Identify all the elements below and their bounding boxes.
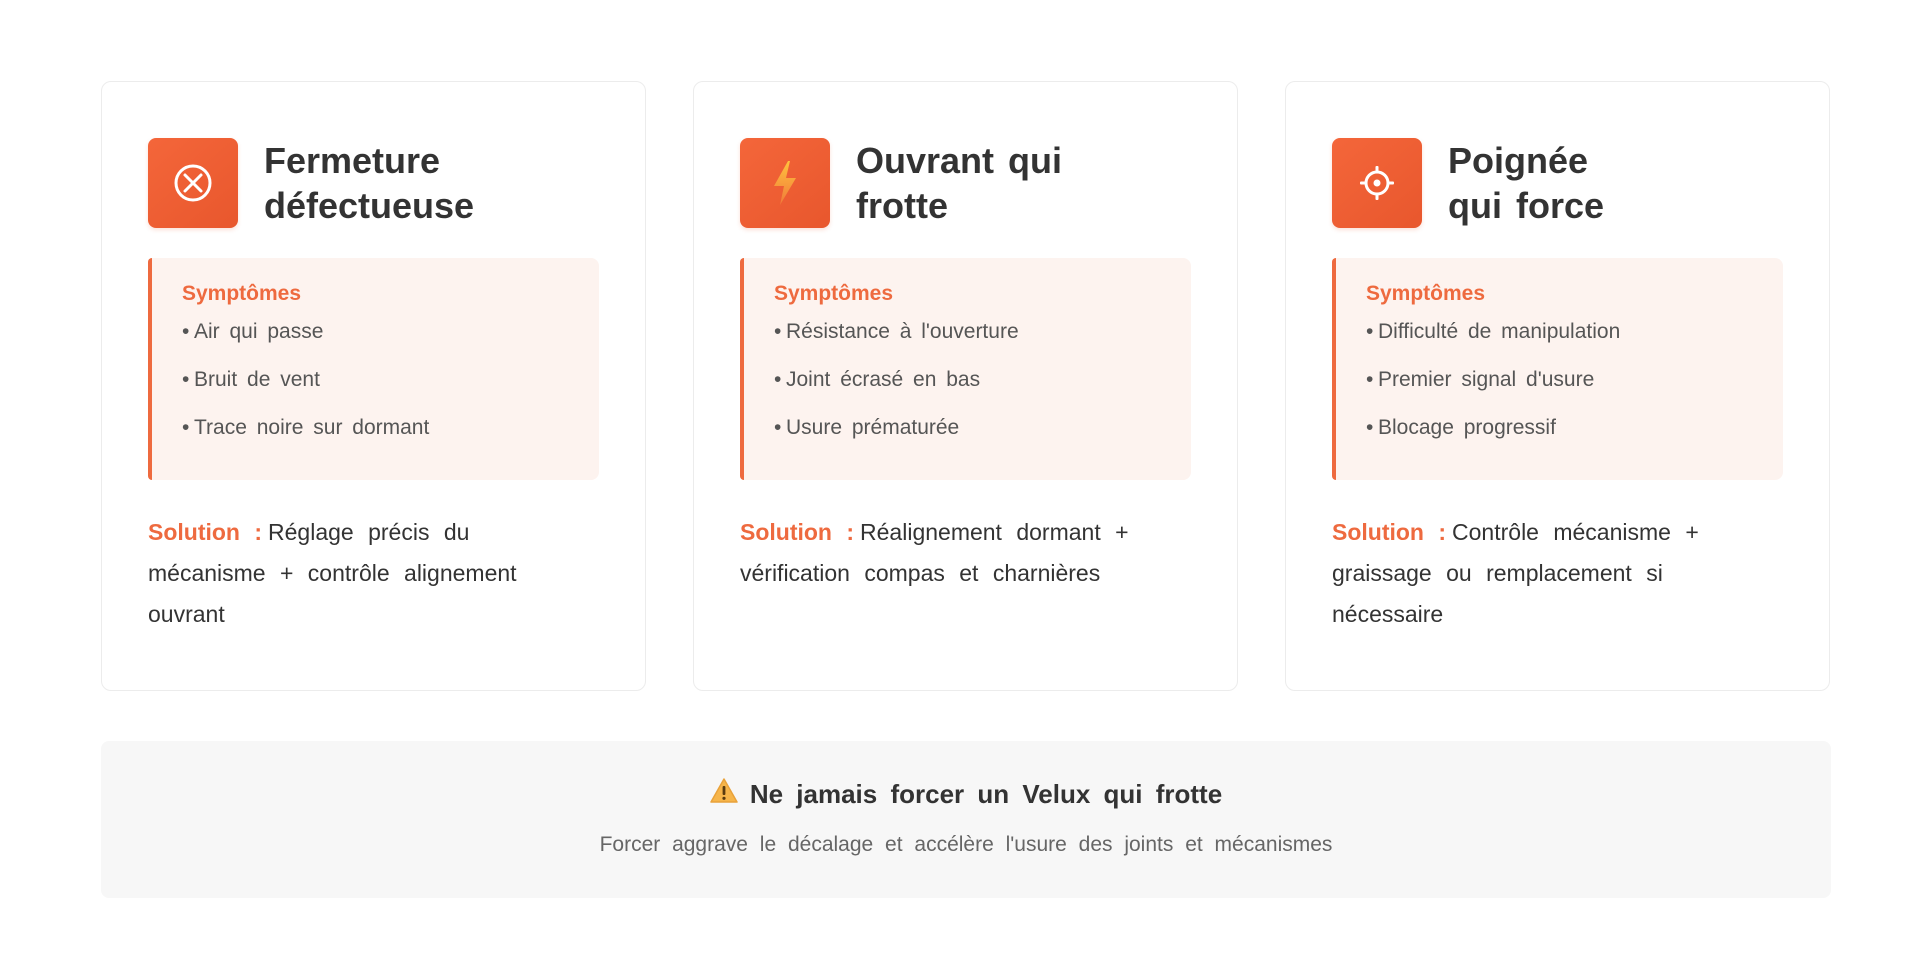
symptoms-list [1366, 320, 1753, 440]
solution [148, 512, 599, 635]
symptoms-title: Symptômes [182, 282, 302, 305]
list-item: • Joint écrasé en bas [774, 368, 981, 391]
list-item: • Usure prématurée [774, 416, 960, 439]
list-item: • Blocage progressif [1366, 416, 1556, 439]
solution-label: Solution : [148, 519, 263, 545]
warning-icon [710, 778, 738, 811]
card-ouvrant-qui-frotte [693, 81, 1238, 691]
solution-text: Réalignement dormant + vérification compas et charnières [740, 519, 1129, 586]
symptoms-title: Symptômes [774, 282, 894, 305]
x-circle-icon [148, 138, 238, 228]
problem-cards [101, 81, 1831, 691]
symptoms-box [1332, 258, 1783, 480]
solution-text: Réglage précis du mécanisme + contrôle alignement ouvrant [148, 519, 517, 627]
card-header [740, 138, 1191, 228]
symptoms-list [182, 320, 569, 440]
card-fermeture-defectueuse [101, 81, 646, 691]
warning-banner [101, 741, 1831, 898]
symptoms-title: Symptômes [1366, 282, 1486, 305]
card-header [1332, 138, 1783, 228]
list-item: • Difficulté de manipulation [1366, 320, 1621, 343]
gear-icon [1332, 138, 1422, 228]
symptoms-box [148, 258, 599, 480]
symptoms-list [774, 320, 1161, 440]
warning-text: Forcer aggrave le décalage et accélère l'usure des joints et mécanismes [599, 833, 1333, 856]
card-title: Poignée qui force [1448, 140, 1605, 226]
card-header [148, 138, 599, 228]
card-poignee-qui-force [1285, 81, 1830, 691]
warning-title: Ne jamais forcer un Velux qui frotte [749, 779, 1223, 809]
card-title: Ouvrant qui frotte [856, 140, 1063, 226]
list-item: • Trace noire sur dormant [182, 416, 430, 439]
solution-label: Solution : [1332, 519, 1447, 545]
warning-title-row [710, 778, 1222, 811]
list-item: • Premier signal d'usure [1366, 368, 1595, 391]
list-item: • Air qui passe [182, 320, 324, 343]
solution-text: Contrôle mécanisme + graissage ou remplacement si nécessaire [1332, 519, 1699, 627]
card-title: Fermeture défectueuse [264, 140, 475, 226]
lightning-icon [740, 138, 830, 228]
solution [740, 512, 1191, 594]
list-item: • Résistance à l'ouverture [774, 320, 1019, 343]
symptoms-box [740, 258, 1191, 480]
solution-label: Solution : [740, 519, 855, 545]
list-item: • Bruit de vent [182, 368, 320, 391]
solution [1332, 512, 1783, 635]
